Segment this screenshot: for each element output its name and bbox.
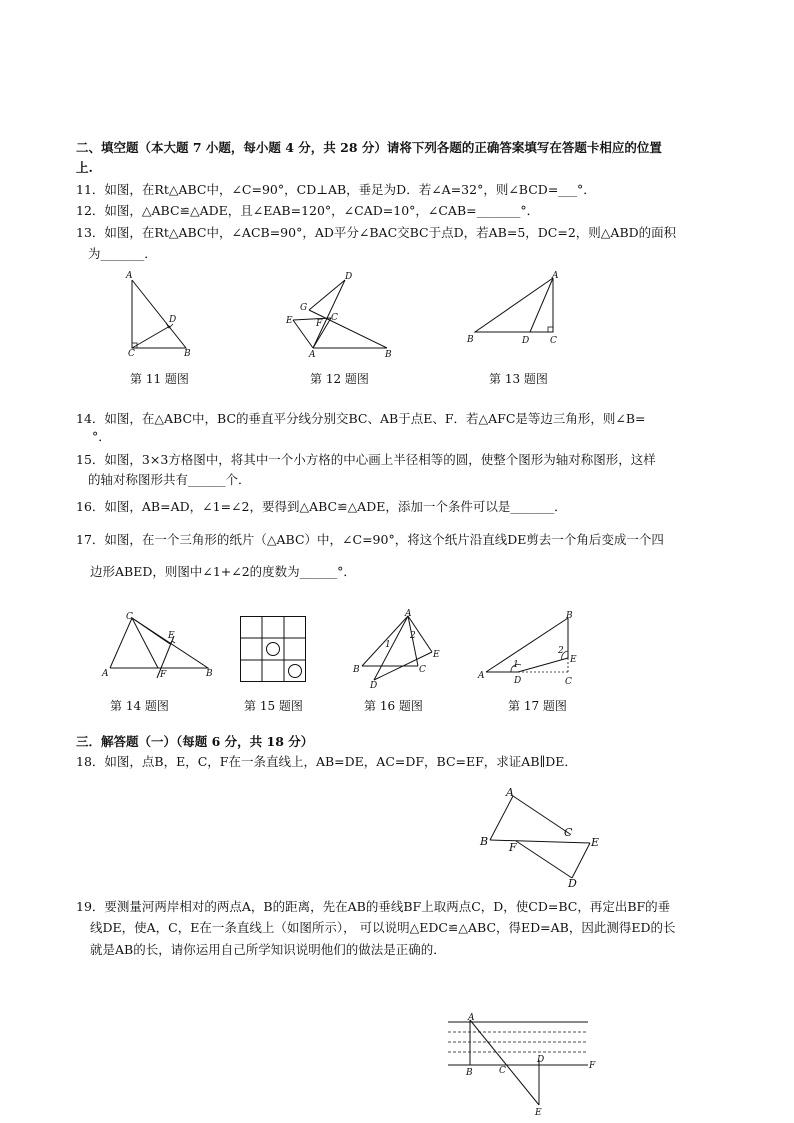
figure-18 — [478, 786, 606, 891]
caption-15: 第 15 题图 — [244, 699, 303, 713]
figure-13 — [463, 268, 568, 363]
fig16-label-B: B — [353, 665, 360, 675]
fig17-label-D: D — [514, 676, 522, 686]
question-11: 11．如图，在Rt△ABC中，∠C=90°，CD⊥AB，垂足为D．若∠A=32°，则∠BCD=___°． — [76, 182, 596, 197]
question-19-cont2: 就是AB的长，请你运用自己所学知识说明他们的做法是正确的． — [90, 942, 446, 957]
fig11-label-B: B — [184, 349, 191, 359]
fig11-label-A: A — [126, 271, 133, 281]
fig18-label-A: A — [506, 786, 514, 799]
fig19-label-B: B — [466, 1068, 473, 1078]
question-19-cont1: 线DE，使A，C，E在一条直线上（如图所示）， 可以说明△EDC≌△ABC，得ED=AB，因此测得ED的长 — [90, 920, 676, 935]
fig16-label-D: D — [370, 681, 378, 691]
caption-13: 第 13 题图 — [489, 372, 548, 386]
section2-header: 二、填空题（本大题 7 小题，每小题 4 分，共 28 分）请将下列各题的正确答案填写在答题卡相应的位置 — [76, 140, 662, 155]
question-15: 15．如图，3×3方格图中，将其中一个小方格的中心画上半径相等的圆，使整个图形为轴对称图形，这样 — [76, 452, 656, 467]
fig17-label-1: 1 — [513, 660, 519, 670]
fig12-label-A: A — [309, 350, 316, 360]
fig12-label-G: G — [300, 303, 308, 313]
fig14-label-A: A — [102, 669, 109, 679]
question-13: 13．如图，在Rt△ABC中，∠ACB=90°，AD平分∠BAC交BC于点D，若AB=5，DC=2，则△ABD的面积 — [76, 225, 677, 240]
fig13-label-B: B — [467, 335, 474, 345]
figure-14 — [100, 610, 215, 685]
fig18-label-C: C — [564, 826, 573, 839]
fig19-label-F: F — [589, 1061, 596, 1071]
fig13-label-C: C — [550, 336, 557, 346]
fig11-label-C: C — [128, 349, 135, 359]
question-19: 19．要测量河两岸相对的两点A，B的距离，先在AB的垂线BF上取两点C，D，使CD=BC，再定出BF的垂 — [76, 899, 671, 914]
fig19-label-E: E — [535, 1108, 542, 1118]
question-18: 18．如图，点B，E，C，F在一条直线上，AB=DE，AC=DF，BC=EF，求证AB∥DE． — [76, 754, 577, 769]
fig19-label-C: C — [499, 1066, 506, 1076]
fig14-label-B: B — [206, 669, 213, 679]
fig16-label-1: 1 — [385, 640, 391, 650]
question-14-cont: °． — [92, 429, 111, 444]
caption-12: 第 12 题图 — [310, 372, 369, 386]
caption-14: 第 14 题图 — [110, 699, 169, 713]
question-16: 16．如图，AB=AD，∠1=∠2，要得到△ABC≌△ADE，添加一个条件可以是_______． — [76, 499, 567, 514]
fig16-label-C: C — [419, 665, 426, 675]
fig17-label-E: E — [570, 655, 577, 665]
fig17-label-B: B — [566, 611, 573, 621]
fig18-label-F: F — [509, 841, 517, 854]
caption-11: 第 11 题图 — [130, 372, 189, 386]
figure-19 — [448, 1010, 608, 1118]
question-13-cont: 为_______． — [88, 246, 157, 261]
figure-16 — [350, 608, 445, 691]
fig12-label-C: C — [331, 313, 338, 323]
question-17: 17．如图，在一个三角形的纸片（△ABC）中，∠C=90°，将这个纸片沿直线DE剪去一个角后变成一个四 — [76, 532, 664, 547]
fig19-label-D: D — [537, 1055, 545, 1065]
fig11-label-D: D — [169, 315, 177, 325]
figure-17 — [476, 610, 586, 690]
fig12-label-F: F — [316, 319, 323, 329]
figure-12 — [283, 268, 398, 363]
fig18-label-E: E — [591, 836, 600, 849]
caption-17: 第 17 题图 — [508, 699, 567, 713]
fig12-label-D: D — [345, 272, 353, 282]
question-12: 12．如图，△ABC≌△ADE，且∠EAB=120°，∠CAD=10°，∠CAB=_______°． — [76, 203, 540, 218]
question-15-cont: 的轴对称图形共有______个． — [88, 472, 251, 487]
fig18-label-D: D — [568, 877, 577, 890]
fig19-label-A: A — [468, 1013, 475, 1023]
fig14-label-E: E — [168, 631, 175, 641]
question-17-cont: 边形ABED，则图中∠1+∠2的度数为______°． — [90, 564, 356, 579]
fig16-label-E: E — [433, 650, 440, 660]
section2-header-cont: 上. — [76, 160, 93, 175]
fig18-label-B: B — [480, 835, 489, 848]
fig14-label-F: F — [160, 670, 167, 680]
fig16-label-2: 2 — [410, 631, 416, 641]
figure-11 — [120, 268, 200, 363]
section3-header: 三．解答题（一）（每题 6 分，共 18 分） — [76, 734, 314, 749]
fig13-label-D: D — [522, 336, 530, 346]
caption-16: 第 16 题图 — [364, 699, 423, 713]
fig16-label-A: A — [405, 609, 412, 619]
figure-15 — [240, 616, 306, 682]
fig13-label-A: A — [552, 271, 559, 281]
fig17-label-C: C — [565, 677, 572, 687]
fig17-label-A: A — [478, 671, 485, 681]
fig12-label-B: B — [385, 350, 392, 360]
fig12-label-E: E — [286, 316, 293, 326]
fig14-label-C: C — [126, 612, 133, 622]
question-14: 14．如图，在△ABC中，BC的垂直平分线分别交BC、AB于点E、F．若△AFC是等边三角形，则∠B= — [76, 411, 646, 426]
fig17-label-2: 2 — [558, 646, 564, 656]
